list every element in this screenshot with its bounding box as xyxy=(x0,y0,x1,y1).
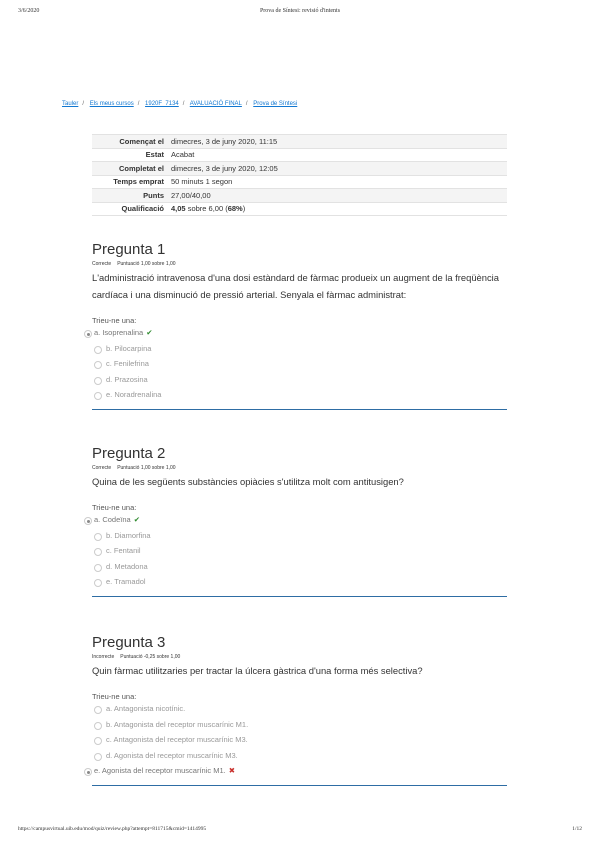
breadcrumb-link-courses[interactable]: Els meus cursos xyxy=(89,101,134,107)
breadcrumb-link-section[interactable]: AVALUACIÓ FINAL xyxy=(189,101,242,107)
question-meta xyxy=(92,465,507,473)
answer-option-text: a. Antagonista nicotínic. xyxy=(106,704,186,713)
question-points: Puntuació -0,25 sobre 1,00 xyxy=(120,654,181,660)
cross-icon: ✖ xyxy=(228,766,236,776)
summary-row xyxy=(92,202,507,216)
summary-row xyxy=(92,175,507,189)
print-date: 3/6/2020 xyxy=(18,8,40,14)
check-icon: ✔ xyxy=(146,328,153,337)
summary-row xyxy=(92,162,507,176)
radio-button[interactable] xyxy=(84,517,92,525)
summary-row xyxy=(92,135,507,149)
question-divider xyxy=(92,785,507,786)
answer-option-label xyxy=(106,375,148,384)
question-divider xyxy=(92,596,507,597)
answer-option[interactable] xyxy=(92,561,507,577)
answer-option-text: b. Pilocarpina xyxy=(106,343,152,353)
breadcrumb: Tauler / Els meus cursos / 1920F_7134 / AVALUACIÓ FINAL / Prova de Síntesi xyxy=(62,101,298,107)
answer-option[interactable] xyxy=(92,703,507,719)
answer-option[interactable] xyxy=(92,327,507,343)
question-title: Pregunta 3 xyxy=(92,634,166,651)
question-3 xyxy=(92,634,507,786)
choose-label: Trieu-ne una: xyxy=(92,692,137,701)
answer-option[interactable] xyxy=(92,358,507,374)
question-text: L'administració intravenosa d'una dosi estàndard de fàrmac produeix un augment de la freqüència cardíaca i una disminució de pressió arterial. Senyala el fàrmac administrat: xyxy=(92,272,499,300)
radio-button[interactable] xyxy=(94,753,102,761)
answer-option-label xyxy=(106,704,185,713)
question-title: Pregunta 2 xyxy=(92,445,166,462)
summary-key: Punts xyxy=(92,189,171,203)
radio-button[interactable] xyxy=(94,722,102,730)
radio-button[interactable] xyxy=(94,548,102,556)
question-points: Puntuació 1,00 sobre 1,00 xyxy=(117,261,176,267)
radio-button[interactable] xyxy=(94,564,102,572)
choose-label: Trieu-ne una: xyxy=(92,503,137,512)
answer-option-label xyxy=(106,531,151,540)
print-url: https://campusvirtual.uib.edu/mod/quiz/review.php?attempt=811715&cmid=1414995 xyxy=(18,826,207,832)
attempt-summary-table xyxy=(92,134,507,216)
answer-options xyxy=(92,703,507,781)
breadcrumb-link-course[interactable]: 1920F_7134 xyxy=(145,101,179,107)
answer-option-text: c. Fenilefrina xyxy=(106,359,149,369)
question-points: Puntuació 1,00 sobre 1,00 xyxy=(117,465,176,471)
answer-option-label xyxy=(106,577,146,586)
answer-option[interactable] xyxy=(92,374,507,390)
grade-value xyxy=(171,202,507,216)
question-2 xyxy=(92,445,507,597)
summary-key: Estat xyxy=(92,148,171,162)
choose-label: Trieu-ne una: xyxy=(92,316,137,325)
summary-row xyxy=(92,189,507,203)
summary-value: dimecres, 3 de juny 2020, 11:15 xyxy=(171,135,507,149)
answer-option[interactable] xyxy=(92,765,507,781)
grade-score: 4,05 xyxy=(171,204,186,214)
radio-button[interactable] xyxy=(94,392,102,400)
question-status: Correcte xyxy=(92,465,112,471)
summary-value: 27,00/40,00 xyxy=(171,189,507,203)
answer-option[interactable] xyxy=(92,389,507,405)
grade-close: ) xyxy=(242,204,246,214)
answer-option-text: c. Antagonista del receptor muscarínic M3. xyxy=(106,735,248,745)
answer-option-label xyxy=(106,720,248,729)
summary-value: 50 minuts 1 segon xyxy=(171,175,507,189)
radio-button[interactable] xyxy=(84,768,92,776)
answer-option-label xyxy=(106,344,151,353)
answer-option-text: d. Metadona xyxy=(106,561,148,571)
answer-option-label xyxy=(106,735,248,744)
question-1 xyxy=(92,241,507,410)
question-status: Correcte xyxy=(92,261,112,267)
grade-percent: 68% xyxy=(227,204,243,214)
question-divider xyxy=(92,409,507,410)
summary-key: Completat el xyxy=(92,162,171,176)
answer-option[interactable] xyxy=(92,545,507,561)
radio-button[interactable] xyxy=(94,533,102,541)
question-status: Incorrecte xyxy=(92,654,115,660)
radio-button[interactable] xyxy=(94,706,102,714)
radio-button[interactable] xyxy=(84,330,92,338)
answer-option-text: b. Antagonista del receptor muscarínic M1. xyxy=(106,719,249,729)
answer-option[interactable] xyxy=(92,719,507,735)
answer-option-text: b. Diamorfina xyxy=(106,530,151,540)
answer-option-label xyxy=(106,390,161,399)
answer-option-label xyxy=(94,766,235,775)
question-text: Quin fàrmac utilitzaries per tractar la úlcera gàstrica d'una forma més selectiva? xyxy=(92,665,423,676)
question-text: Quina de les següents substàncies opiàcies s'utilitza molt com antitusigen? xyxy=(92,476,404,487)
question-meta xyxy=(92,654,507,662)
answer-option-text: c. Fentanil xyxy=(106,546,141,556)
breadcrumb-link-quiz[interactable]: Prova de Síntesi xyxy=(253,101,298,107)
answer-options xyxy=(92,327,507,405)
answer-option-text: d. Agonista del receptor muscarínic M3. xyxy=(106,750,238,760)
answer-option-label xyxy=(94,515,140,524)
answer-option-text: d. Prazosina xyxy=(106,374,148,384)
answer-option-label xyxy=(106,562,148,571)
answer-option[interactable] xyxy=(92,750,507,766)
print-footer xyxy=(18,826,582,836)
answer-option[interactable] xyxy=(92,576,507,592)
answer-option-label xyxy=(106,751,238,760)
answer-option-label xyxy=(106,359,149,368)
check-icon: ✔ xyxy=(133,515,140,524)
summary-value: Acabat xyxy=(171,148,507,162)
radio-button[interactable] xyxy=(94,737,102,745)
answer-option[interactable] xyxy=(92,514,507,530)
answer-option-text: e. Tramadol xyxy=(106,577,146,587)
answer-option-text: e. Noradrenalina xyxy=(106,390,162,400)
radio-button[interactable] xyxy=(94,346,102,354)
summary-row xyxy=(92,148,507,162)
breadcrumb-link-tauler[interactable]: Tauler xyxy=(62,101,79,107)
answer-option[interactable] xyxy=(92,343,507,359)
answer-option-label xyxy=(94,328,153,337)
answer-option-text: e. Agonista del receptor muscarínic M1. xyxy=(94,766,226,776)
question-title: Pregunta 1 xyxy=(92,241,166,258)
answer-option[interactable] xyxy=(92,530,507,546)
print-page-number: 1/12 xyxy=(572,826,582,832)
grade-max: sobre 6,00 ( xyxy=(185,204,228,214)
print-header xyxy=(18,8,582,20)
radio-button[interactable] xyxy=(94,361,102,369)
answer-options xyxy=(92,514,507,592)
answer-option[interactable] xyxy=(92,734,507,750)
answer-option-text: a. Isoprenalina xyxy=(94,328,144,337)
summary-key: Començat el xyxy=(92,135,171,149)
radio-button[interactable] xyxy=(94,579,102,587)
answer-option-text: a. Codeïna xyxy=(94,515,131,524)
summary-key: Qualificació xyxy=(92,202,171,216)
summary-value: dimecres, 3 de juny 2020, 12:05 xyxy=(171,162,507,176)
answer-option-label xyxy=(106,546,141,555)
summary-key: Temps emprat xyxy=(92,175,171,189)
radio-button[interactable] xyxy=(94,377,102,385)
question-meta xyxy=(92,261,507,269)
print-title: Prova de Síntesi: revisió d'intents xyxy=(259,8,341,14)
